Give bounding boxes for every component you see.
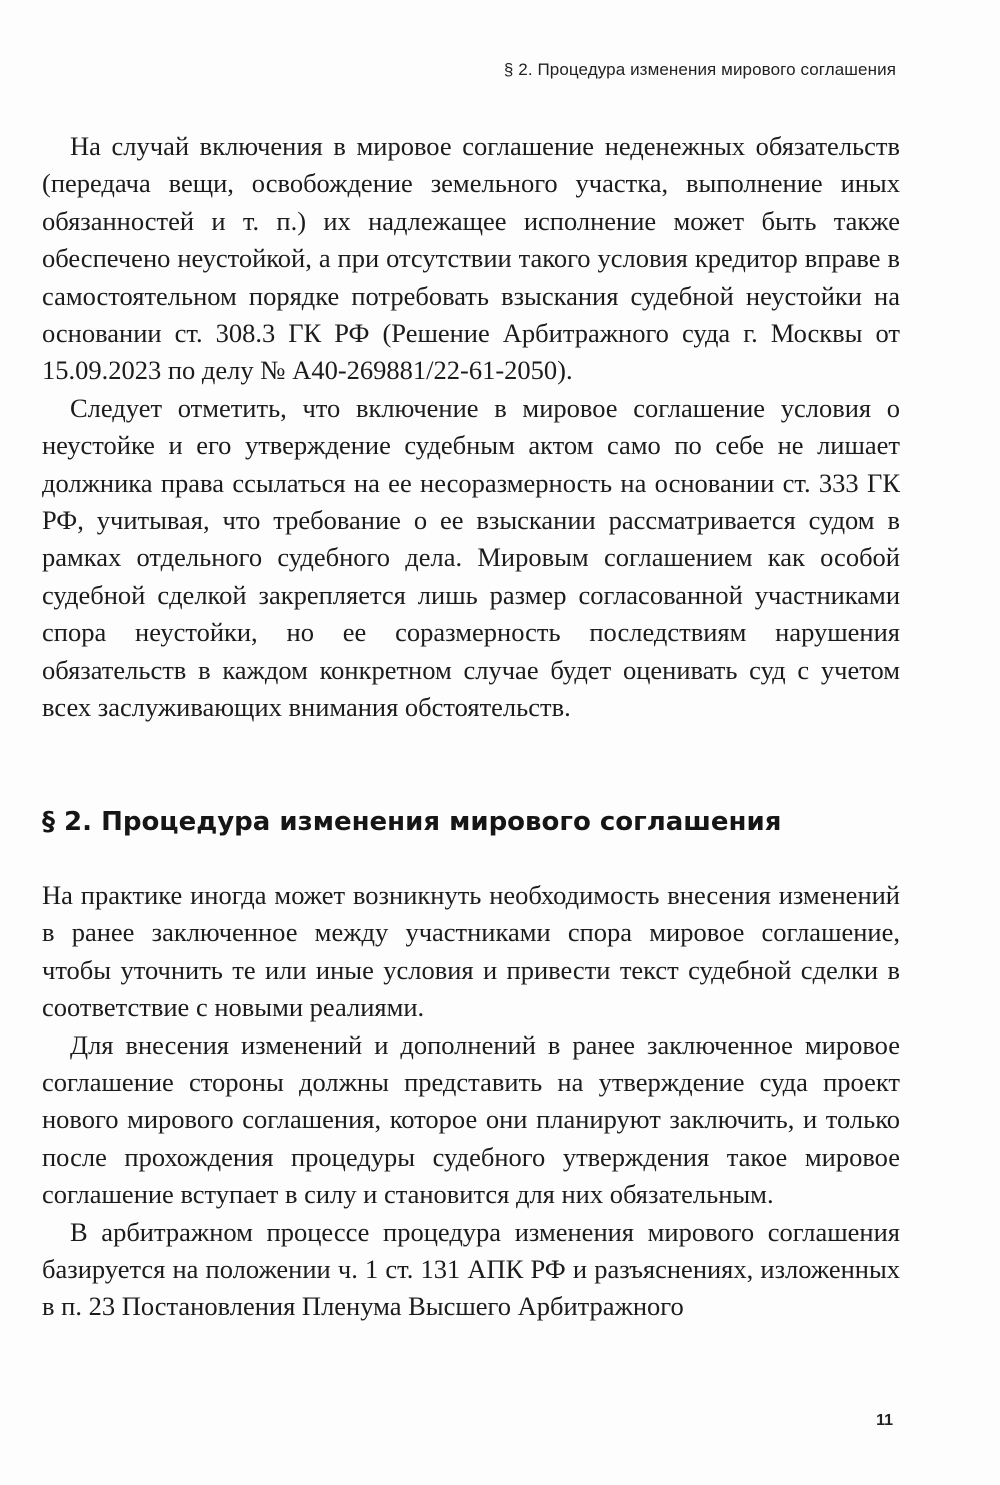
paragraph: В арбитражном процессе процедура изменения мирового соглашения базируется на положении ч. 1 ст. 131 АПК РФ и разъяснениях, изложенных в п. 23 Постановления Пленума Высшего Арбитражного — [42, 1216, 900, 1322]
section-heading: § 2. Процедура изменения мирового соглашения — [42, 807, 782, 837]
paragraph: На случай включения в мировое соглашение неденежных обязательств (передача вещи, освобождение земельного участка, выполнение иных обязанностей и т. п.) их надлежащее исполнение может быть также обеспечено неустойкой, а при отсутствии такого условия кредитор вправе в самостоятельном порядке потребовать взыскания судебной неустойки на основании ст. 308.3 ГК РФ (Решение Арбитражного суда г. Москвы от 15.09.2023 по делу № А40-269881/22-61-2050). — [42, 131, 900, 386]
page-number: 11 — [876, 1412, 893, 1429]
body-text-top — [42, 128, 900, 727]
paragraph: На практике иногда может возникнуть необходимость внесения изменений в ранее заключенное между участниками спора мировое соглашение, чтобы уточнить те или иные условия и привести текст судебной сделки в соответствие с новыми реалиями. — [42, 880, 900, 1023]
body-text-bottom — [42, 877, 900, 1326]
paragraph: Для внесения изменений и дополнений в ранее заключенное мировое соглашение стороны должны представить на утверждение суда проект нового мирового соглашения, которое они планируют заключить, и только после прохождения процедуры судебного утверждения такое мировое соглашение вступает в силу и становится для них обязательным. — [42, 1029, 900, 1210]
running-header: § 2. Процедура изменения мирового соглашения — [503, 60, 896, 79]
paragraph: Следует отметить, что включение в мировое соглашение условия о неустойке и его утверждение судебным актом само по себе не лишает должника права ссылаться на ее несоразмерность на основании ст. 333 ГК РФ, учитывая, что требование о ее взыскании рассматривается судом в рамках отдельного судебного дела. Мировым соглашением как особой судебной сделкой закрепляется лишь размер согласованной участниками спора неустойки, но ее соразмерность последствиям нарушения обязательств в каждом конкретном случае будет оценивать суд с учетом всех заслуживающих внимания обстоятельств. — [42, 392, 900, 723]
